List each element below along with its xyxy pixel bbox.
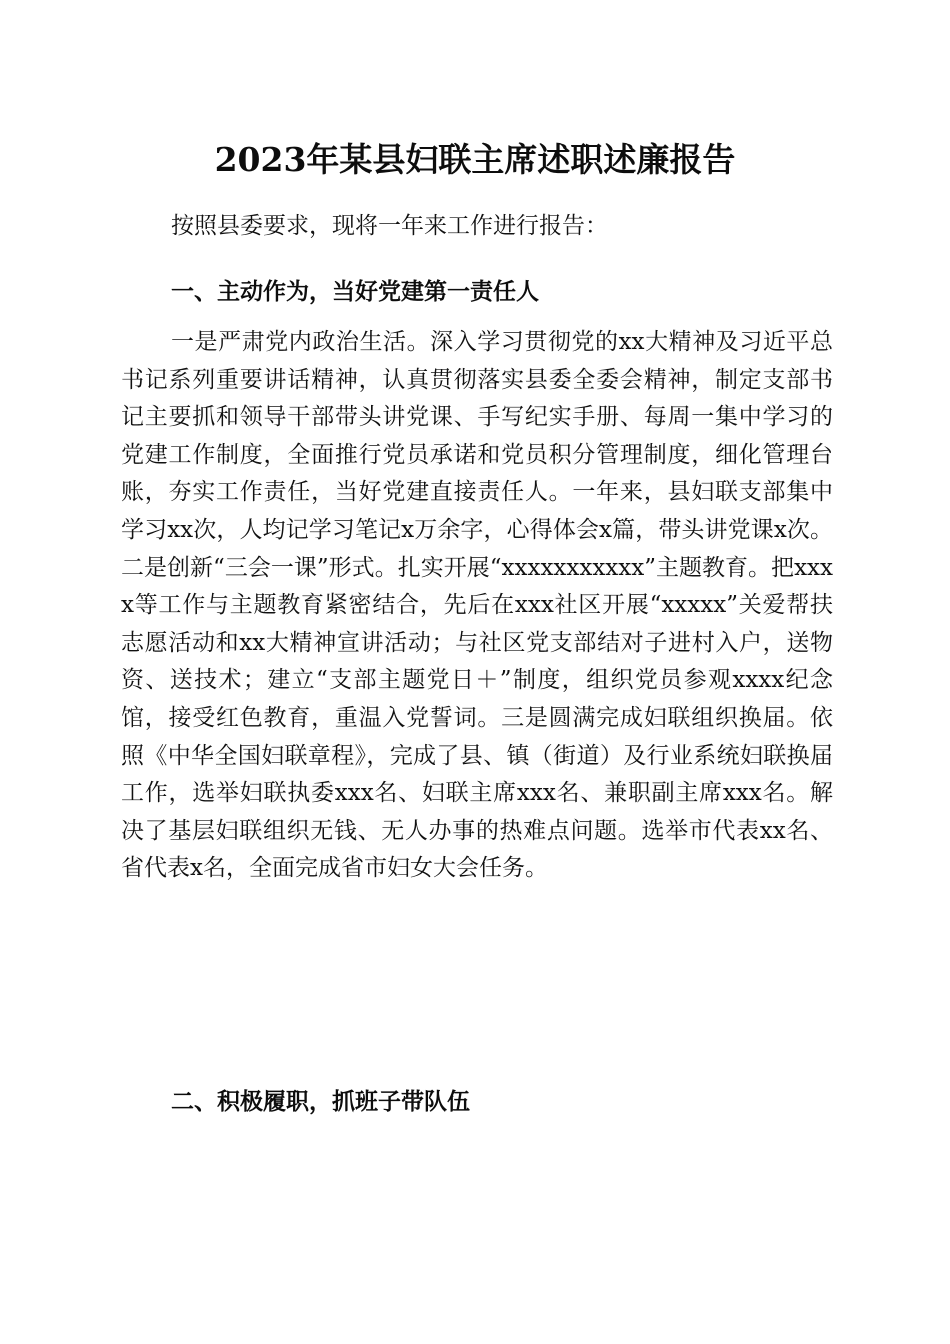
section-heading-2: 二、积极履职，抓班子带队伍: [171, 1089, 470, 1115]
section-heading-1: 一、主动作为，当好党建第一责任人: [171, 279, 539, 305]
document-title: 2023年某县妇联主席述职述廉报告: [214, 140, 736, 179]
intro-paragraph: 按照县委要求，现将一年来工作进行报告：: [171, 213, 608, 239]
section-1-paragraph: 一是严肃党内政治生活。深入学习贯彻党的xx大精神及习近平总书记系列重要讲话精神，认真贯彻落实县委全委会精神，制定支部书记主要抓和领导干部带头讲党课、手写纪实手册、每周一集中学习的党建工作制度，全面推行党员承诺和党员积分管理制度，细化管理台账，夯实工作责任，当好党建直接责任人。一年来，县妇联支部集中学习xx次，人均记学习笔记x万余字，心得体会x篇，带头讲党课x次。二是创新“三会一课”形式。扎实开展“xxxxxxxxxxx”主题教育。把xxxx等工作与主题教育紧密结合，先后在xxx社区开展“xxxxx”关爱帮扶志愿活动和xx大精神宣讲活动；与社区党支部结对子进村入户，送物资、送技术；建立“支部主题党日＋”制度，组织党员参观xxxx纪念馆，接受红色教育，重温入党誓词。三是圆满完成妇联组织换届。依照《中华全国妇联章程》，完成了县、镇（街道）及行业系统妇联换届工作，选举妇联执委xxx名、妇联主席xxx名、兼职副主席xxx名。解决了基层妇联组织无钱、无人办事的热难点问题。选举市代表xx名、省代表x名，全面完成省市妇女大会任务。: [121, 329, 833, 882]
